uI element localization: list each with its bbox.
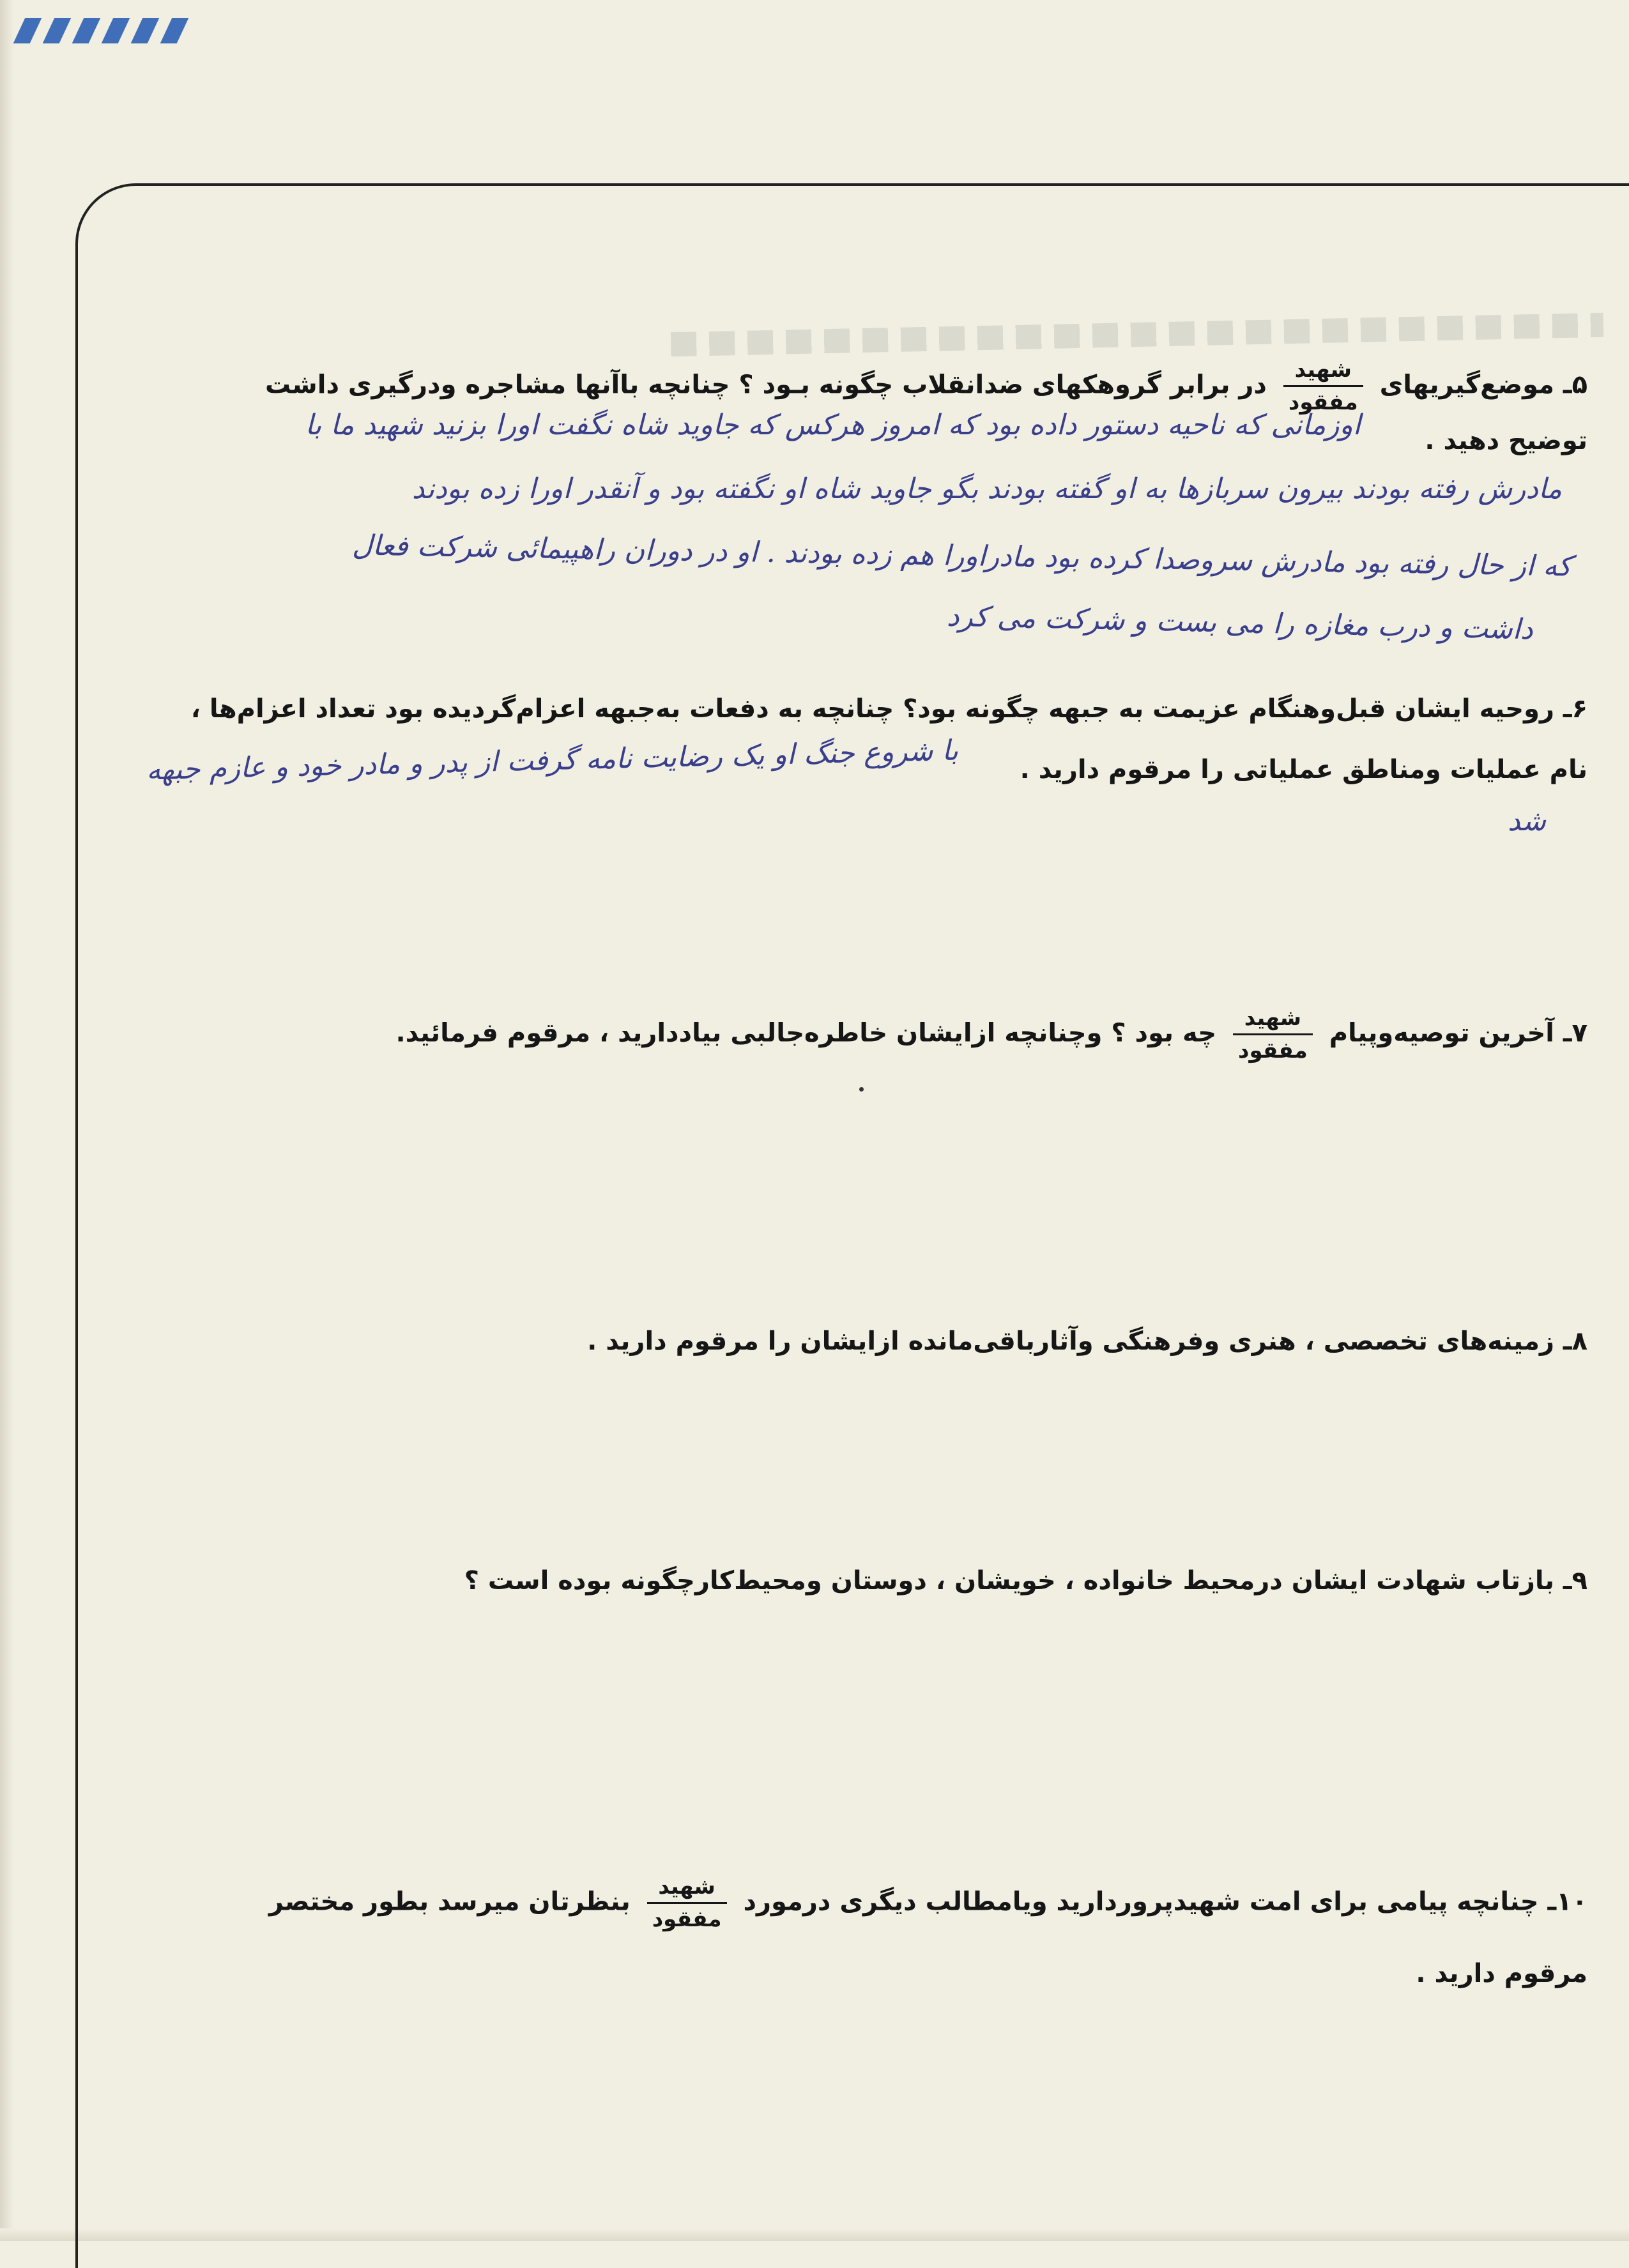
stripe <box>72 18 101 43</box>
answer-6-line-1: با شروع جنگ او یک رضایت نامه گرفت از پدر و مادر خود و عازم جبهه <box>146 734 959 787</box>
stripe <box>43 18 72 43</box>
stripe <box>131 18 160 43</box>
martyr-missing-fraction <box>647 1871 727 1935</box>
fraction-numerator: شهید <box>658 1874 715 1899</box>
question-10-text-before: ۱۰ـ چنانچه پیامی برای امت شهیدپروردارید ویامطالب دیگری درمورد <box>743 1887 1587 1917</box>
fraction-denominator: مفقود <box>1238 1038 1308 1063</box>
question-7-text-after: چه بود ؟ وچنانچه ازایشان خاطره‌جالبی بیاددارید ، مرقوم فرمائید. <box>395 1018 1217 1048</box>
question-10-line-1 <box>269 1871 1587 1935</box>
answer-5-line-3: که از حال رفته بود مادرش سروصدا کرده بود مادراورا هم زده بودند . او در دوران راهپیمائی شرکت فعال <box>351 529 1572 583</box>
question-9: ۹ـ بازتاب شهادت ایشان درمحیط خانواده ، خویشان ، دوستان ومحیط‌کارچگونه بوده است ؟ <box>464 1566 1587 1595</box>
ink-speck <box>859 1087 864 1092</box>
question-10-line-2: مرقوم دارید . <box>1416 1959 1587 1988</box>
question-6-line-2: نام عملیات ومناطق عملیاتی را مرقوم دارید . <box>1020 755 1587 784</box>
question-5-line-2: توضیح دهید . <box>1425 426 1587 455</box>
fraction-numerator: شهید <box>1244 1005 1302 1031</box>
answer-6-line-2: شد <box>1508 805 1546 837</box>
question-7-text-before: ۷ـ آخرین توصیه‌وپیام <box>1329 1018 1587 1048</box>
question-5-text-after: در برابر گروهکهای ضدانقلاب چگونه بـود ؟ چنانچه باآنها مشاجره ودرگیری داشت <box>265 370 1267 400</box>
fraction-denominator: مفقود <box>1288 390 1358 415</box>
answer-5-line-2: مادرش رفته بودند بیرون سربازها به او گفته بودند بگو جاوید شاه او نگفته بود و آنقدر اورا زده بودند <box>411 473 1562 505</box>
fraction-numerator: شهید <box>1294 357 1352 383</box>
question-8: ۸ـ زمینه‌های تخصصی ، هنری وفرهنگی وآثارباقی‌مانده ازایشان را مرقوم دارید . <box>587 1327 1587 1356</box>
stripe <box>102 18 130 43</box>
question-7 <box>395 1003 1587 1066</box>
envelope-stripes <box>19 18 198 43</box>
question-6-line-1: ۶ـ روحیه ایشان قبل‌وهنگام عزیمت به جبهه چگونه بود؟ چنانچه به دفعات به‌جبهه اعزام‌گردیده بود تعداد اعزام‌ها ، <box>190 694 1587 724</box>
question-10-text-after: بنظرتان میرسد بطور مختصر <box>268 1887 631 1917</box>
answer-5-line-1: اوزمانی که ناحیه دستور داده بود که امروز هرکس که جاوید شاه نگفت اورا بزنید شهید ما با <box>305 409 1361 441</box>
stripe <box>13 18 42 43</box>
paper-left-edge <box>0 0 14 2241</box>
answer-5-line-4: داشت و درب مغازه را می بست و شرکت می کرد <box>946 600 1534 646</box>
martyr-missing-fraction <box>1233 1003 1313 1066</box>
fraction-denominator: مفقود <box>652 1906 722 1932</box>
question-5-text-before: ۵ـ موضع‌گیریهای <box>1379 370 1587 400</box>
stripe <box>160 18 189 43</box>
